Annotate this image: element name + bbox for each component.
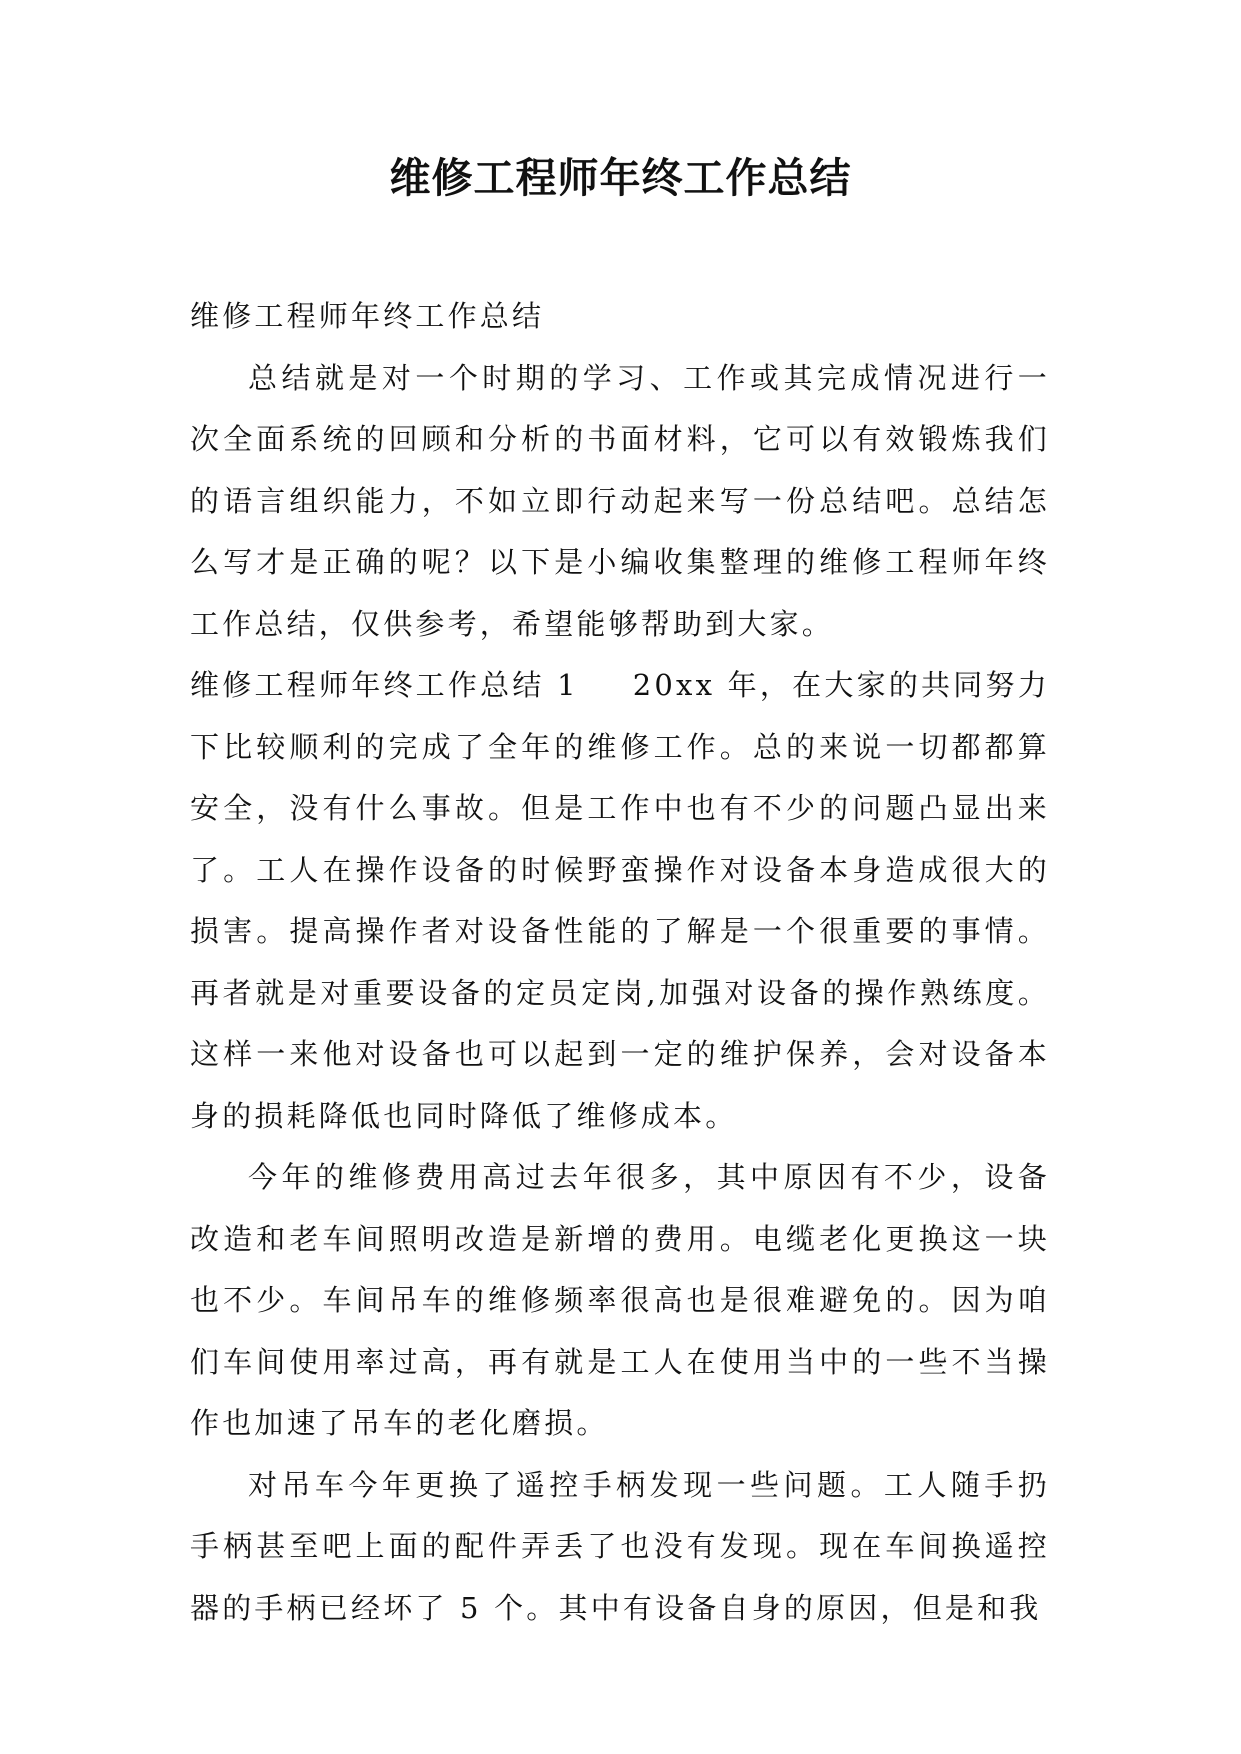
- paragraph-maintenance-cost: 今年的维修费用高过去年很多，其中原因有不少，设备改造和老车间照明改造是新增的费用。电缆老化更换这一块也不少。车间吊车的维修频率很高也是很难避免的。因为咱们车间使用率过高，再有就是工人在使用当中的一些不当操作也加速了吊车的老化磨损。: [190, 1160, 1050, 1440]
- document-body: [190, 286, 1050, 1639]
- section-heading-1: 维修工程师年终工作总结 1: [190, 668, 579, 702]
- document-title: 维修工程师年终工作总结: [389, 154, 852, 202]
- body-subtitle: 维修工程师年终工作总结: [190, 299, 545, 333]
- intro-paragraph: 总结就是对一个时期的学习、工作或其完成情况进行一次全面系统的回顾和分析的书面材料，它可以有效锻炼我们的语言组织能力，不如立即行动起来写一份总结吧。总结怎么写才是正确的呢？以下是小编收集整理的维修工程师年终工作总结，仅供参考，希望能够帮助到大家。: [190, 360, 1050, 641]
- section-paragraph-1: [190, 655, 1050, 1147]
- section-body-1: 20xx 年，在大家的共同努力下比较顺利的完成了全年的维修工作。总的来说一切都都算安全，没有什么事故。但是工作中也有不少的问题凸显出来了。工人在操作设备的时候野蛮操作对设备本身造成很大的损害。提高操作者对设备性能的了解是一个很重要的事情。再者就是对重要设备的定员定岗,加强对设备的操作熟练度。这样一来他对设备也可以起到一定的维护保养，会对设备本身的损耗降低也同时降低了维修成本。: [190, 668, 1050, 1133]
- paragraph-remote-handle: 对吊车今年更换了遥控手柄发现一些问题。工人随手扔手柄甚至吧上面的配件弄丢了也没有发现。现在车间换遥控器的手柄已经坏了 5 个。其中有设备自身的原因，但是和我: [190, 1467, 1050, 1625]
